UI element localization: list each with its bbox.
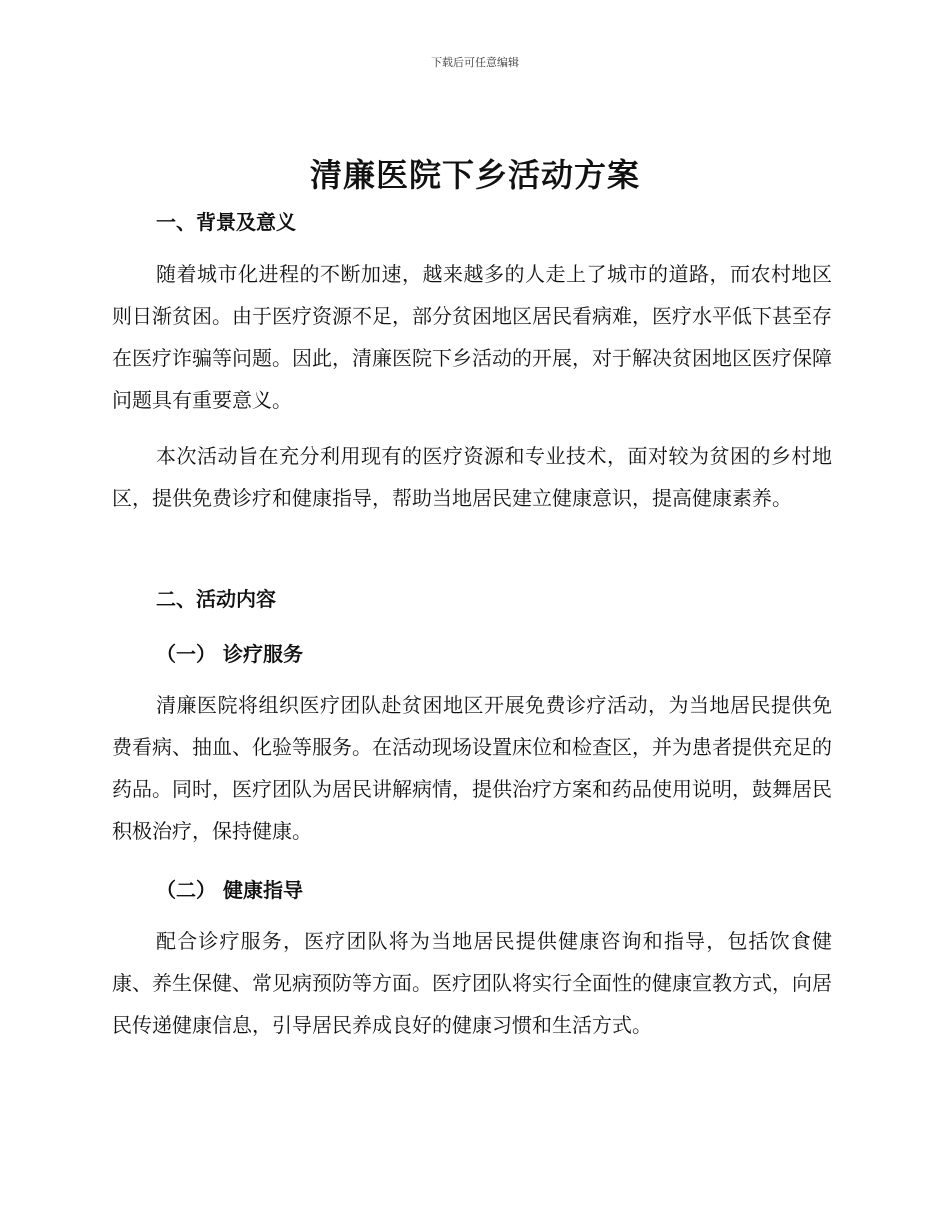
paragraph-treatment: 清廉医院将组织医疗团队赴贫困地区开展免费诊疗活动，为当地居民提供免费看病、抽血、化验等服务。在活动现场设置床位和检查区，并为患者提供充足的药品。同时，医疗团队为居民讲解病情，提供治疗方案和药品使用说明，鼓舞居民积极治疗，保持健康。 (112, 693, 832, 843)
section-heading-background: 一、背景及意义 (156, 210, 296, 234)
subsection-heading-treatment: （一） 诊疗服务 (156, 642, 303, 666)
paragraph-purpose: 本次活动旨在充分利用现有的医疗资源和专业技术，面对较为贫困的乡村地区，提供免费诊疗和健康指导，帮助当地居民建立健康意识，提高健康素养。 (112, 444, 832, 510)
section-heading-content: 二、活动内容 (156, 587, 276, 611)
document-title: 清廉医院下乡活动方案 (309, 156, 640, 194)
paragraph-health-guidance: 配合诊疗服务，医疗团队将为当地居民提供健康咨询和指导，包括饮食健康、养生保健、常见病预防等方面。医疗团队将实行全面性的健康宣教方式，向居民传递健康信息，引导居民养成良好的健康习惯和生活方式。 (112, 929, 832, 1037)
page-header-note: 下载后可任意编辑 (431, 56, 519, 69)
paragraph-background: 随着城市化进程的不断加速，越来越多的人走上了城市的道路，而农村地区则日渐贫困。由于医疗资源不足，部分贫困地区居民看病难，医疗水平低下甚至存在医疗诈骗等问题。因此，清廉医院下乡活动的开展，对于解决贫困地区医疗保障问题具有重要意义。 (112, 262, 832, 412)
subsection-heading-health-guidance: （二） 健康指导 (156, 878, 303, 902)
